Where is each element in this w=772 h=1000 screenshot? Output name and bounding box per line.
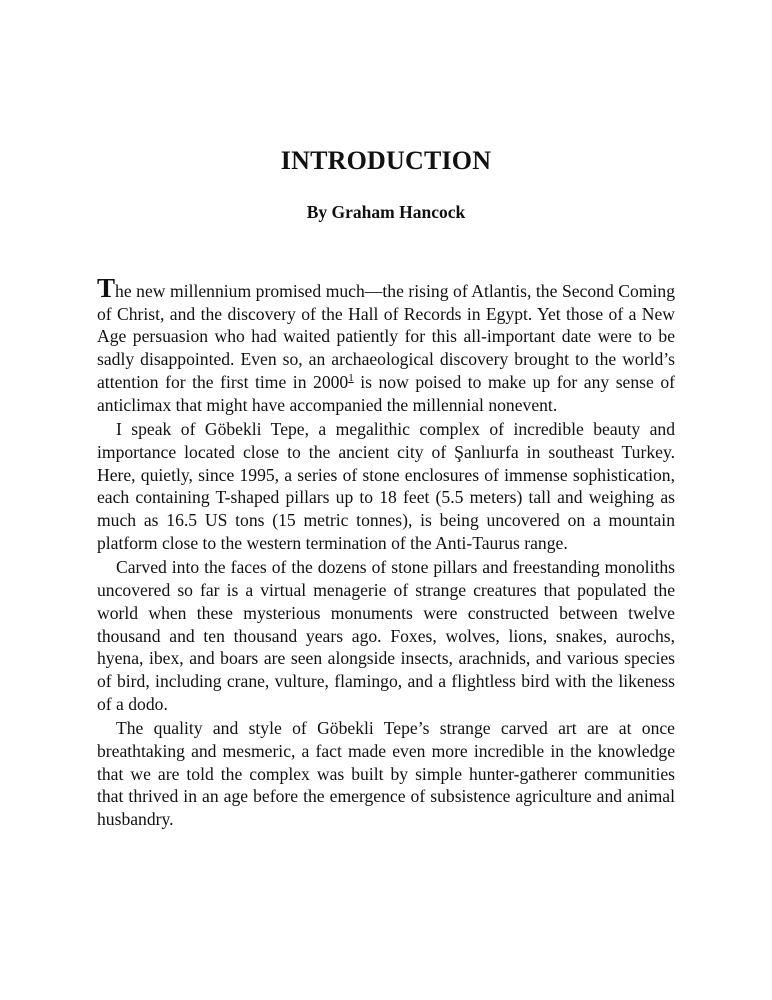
paragraph-1-text-b: is now poised to make up for any sense of anticlimax that might have accompanied the millennial nonevent.: [97, 371, 676, 415]
paragraph-2: I speak of Göbekli Tepe, a megalithic complex of incredible beauty and importance located close to the ancient city of Şanlıurfa in southeast Turkey. Here, quietly, since 1995, a series of stone enclosures of immense sophistication, each containing T-shaped pillars up to 18 feet (5.5 meters) tall and weighing as much as 16.5 US tons (15 metric tonnes), is being uncovered on a mountain platform close to the western termination of the Anti-Taurus range.: [97, 419, 675, 553]
paragraph-1-text-a: he new millennium promised much—the rising of Atlantis, the Second Coming of Christ, and the discovery of the Hall of Records in Egypt. Yet those of a New Age persuasion who had waited patiently for this all-important date were to be sadly disappointed. Even so, an archaeological discovery brought to the world’s attention for the first time in 2000: [97, 281, 675, 392]
footnote-link[interactable]: 1: [348, 371, 354, 384]
author-byline: By Graham Hancock: [306, 202, 466, 222]
paragraph-1: [97, 273, 676, 416]
paragraph-4: The quality and style of Göbekli Tepe’s strange carved art are at once breathtaking and mesmeric, a fact made even more incredible in the knowledge that we are told the complex was built by simple hunter-gatherer communities that thrived in an age before the emergence of subsistence agriculture and animal husbandry.: [97, 718, 675, 830]
paragraph-3: Carved into the faces of the dozens of stone pillars and freestanding monoliths uncovered so far is a virtual menagerie of strange creatures that populated the world when these mysterious monuments were constructed between twelve thousand and ten thousand years ago. Foxes, wolves, lions, snakes, aurochs, hyena, ibex, and boars are seen alongside insects, arachnids, and various species of bird, including crane, vulture, flamingo, and a flightless bird with the likeness of a dodo.: [97, 557, 675, 714]
drop-cap: T: [97, 273, 116, 303]
page-title: INTRODUCTION: [280, 146, 492, 175]
body-text: [97, 273, 676, 831]
